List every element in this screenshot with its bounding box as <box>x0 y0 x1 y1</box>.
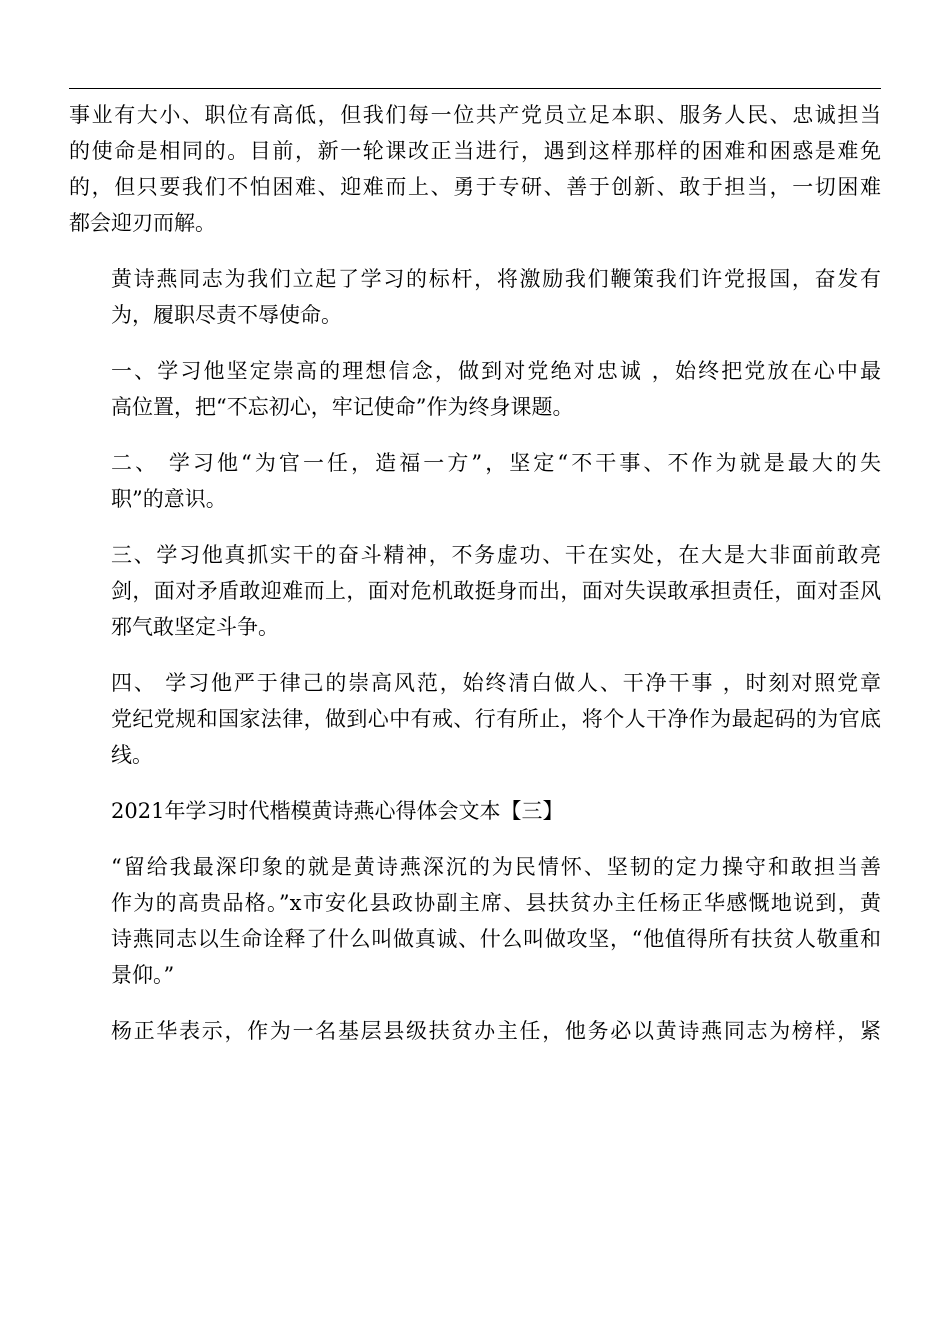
text-line: 一、学习他坚定崇高的理想信念，做到对党绝对忠诚 ，始终把党放在心中最 <box>111 359 881 383</box>
text-line: 景仰。” <box>111 963 175 987</box>
text-line: 为，履职尽责不辱使命。 <box>111 303 342 327</box>
paragraph <box>69 537 881 645</box>
text-line: 三、学习他真抓实干的奋斗精神，不务虚功、干在实处，在大是大非面前敢亮 <box>111 543 881 567</box>
text-line: 都会迎刃而解。 <box>69 211 216 235</box>
paragraph <box>69 261 881 333</box>
paragraph <box>69 849 881 993</box>
paragraph <box>69 445 881 517</box>
paragraph <box>69 97 881 241</box>
paragraph <box>69 1013 881 1049</box>
text-line: “留给我最深印象的就是黄诗燕深沉的为民情怀、坚韧的定力操守和敢担当善 <box>111 855 881 879</box>
section-heading <box>69 793 881 829</box>
text-line: 事业有大小、职位有高低，但我们每一位共产党员立足本职、服务人民、忠诚担当 <box>69 103 881 127</box>
text-line: 剑，面对矛盾敢迎难而上，面对危机敢挺身而出，面对失误敢承担责任，面对歪风 <box>111 579 881 603</box>
text-line: 的使命是相同的。目前，新一轮课改正当进行，遇到这样那样的困难和困惑是难免 <box>69 139 881 163</box>
text-line: 杨正华表示，作为一名基层县级扶贫办主任，他务必以黄诗燕同志为榜样，紧 <box>111 1019 881 1043</box>
text-line: 黄诗燕同志为我们立起了学习的标杆，将激励我们鞭策我们许党报国，奋发有 <box>111 267 881 291</box>
paragraph <box>69 665 881 773</box>
text-line: 高位置，把“不忘初心，牢记使命”作为终身课题。 <box>111 395 574 419</box>
text-line: 党纪党规和国家法律，做到心中有戒、行有所止，将个人干净作为最起码的为官底 <box>111 707 881 731</box>
text-line: 线。 <box>111 743 153 767</box>
text-line: 二、 学习他“为官一任，造福一方”，坚定“不干事、不作为就是最大的失 <box>111 451 881 475</box>
text-line: 诗燕同志以生命诠释了什么叫做真诚、什么叫做攻坚，“他值得所有扶贫人敬重和 <box>111 927 881 951</box>
body-text <box>69 97 881 1069</box>
text-line: 四、 学习他严于律己的崇高风范，始终清白做人、干净干事 ，时刻对照党章 <box>111 671 881 695</box>
text-line: 职”的意识。 <box>111 487 227 511</box>
text-line: 邪气敢坚定斗争。 <box>111 615 279 639</box>
text-line: 的，但只要我们不怕困难、迎难而上、勇于专研、善于创新、敢于担当，一切困难 <box>69 175 881 199</box>
text-line: 2021年学习时代楷模黄诗燕心得体会文本【三】 <box>111 799 564 823</box>
text-line: 作为的高贵品格。”x市安化县政协副主席、县扶贫办主任杨正华感慨地说到，黄 <box>111 891 881 915</box>
paragraph <box>69 353 881 425</box>
header-rule <box>69 88 881 89</box>
